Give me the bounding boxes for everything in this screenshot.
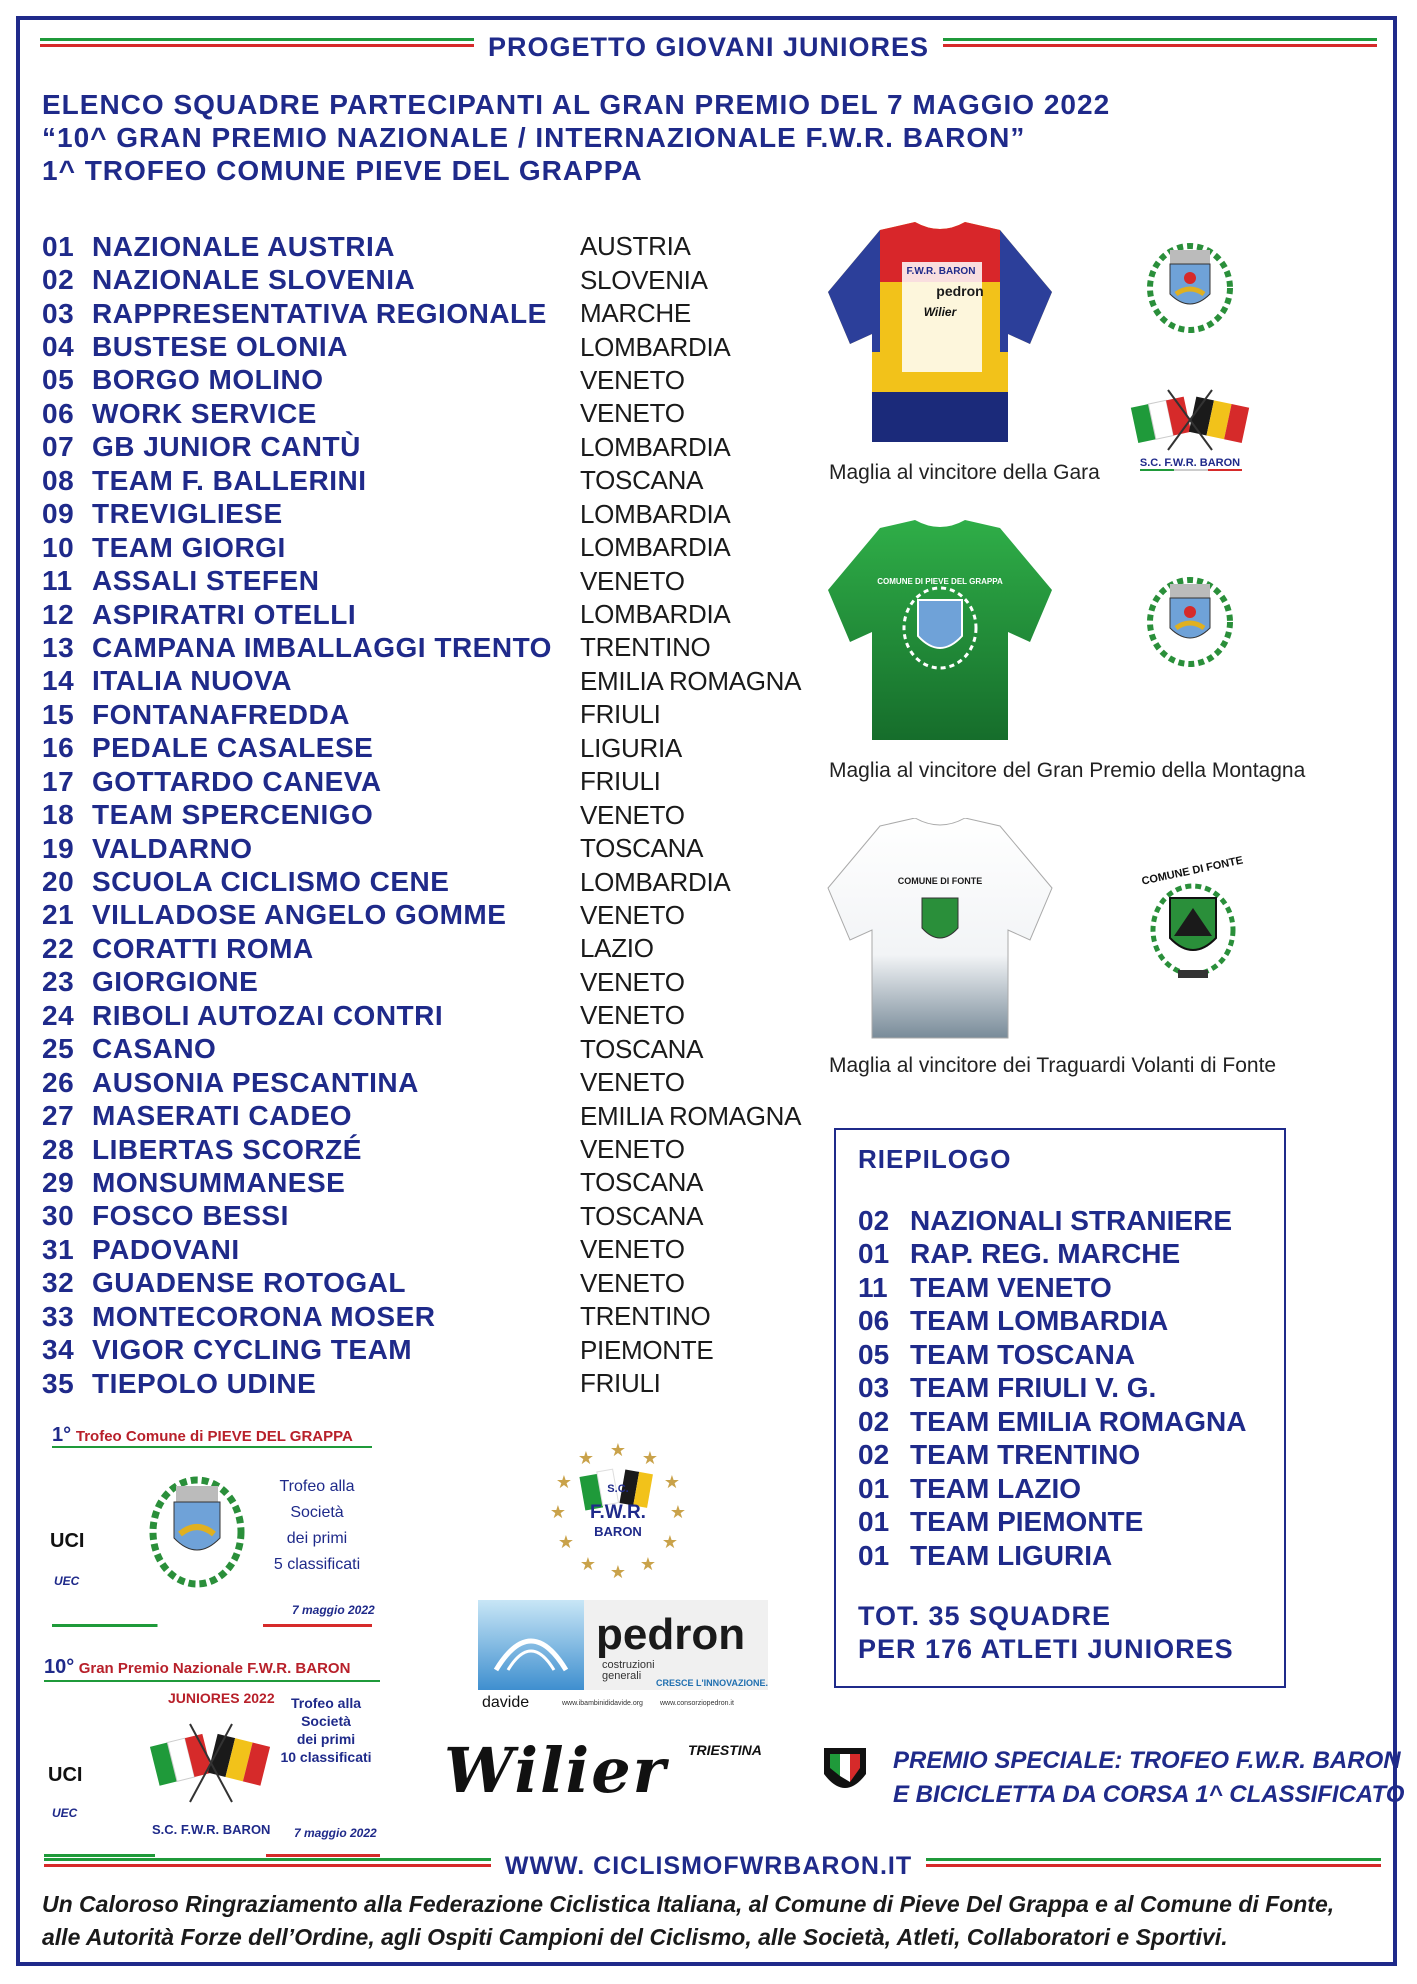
- team-row: [42, 1200, 801, 1233]
- wilier-logo: [444, 1734, 874, 1810]
- team-row: [42, 865, 801, 898]
- team-number: 22: [42, 932, 75, 964]
- team-row: [42, 999, 801, 1032]
- team-name: VIGOR CYCLING TEAM: [92, 1334, 413, 1366]
- team-region: VENETO: [580, 1134, 685, 1165]
- team-number: 08: [42, 464, 75, 496]
- team-number: 26: [42, 1066, 75, 1098]
- riepilogo-count: 01: [858, 1506, 890, 1538]
- team-name: SCUOLA CICLISMO CENE: [92, 866, 450, 898]
- team-region: FRIULI: [580, 766, 661, 797]
- website-url[interactable]: WWW. CICLISMOFWRBARON.IT: [0, 1852, 1417, 1881]
- team-number: 07: [42, 431, 75, 463]
- team-region: LAZIO: [580, 933, 654, 964]
- team-name: GUADENSE ROTOGAL: [92, 1267, 406, 1299]
- team-name: PEDALE CASALESE: [92, 732, 374, 764]
- riepilogo-row: [858, 1472, 1247, 1506]
- team-list: [42, 230, 801, 1400]
- team-row: [42, 564, 801, 597]
- trofeo1-desc: Trofeo alla Società dei primi 5 classificati: [273, 1478, 361, 1573]
- team-row: [42, 665, 801, 698]
- team-number: 13: [42, 631, 75, 663]
- riepilogo-count: 01: [858, 1472, 890, 1504]
- riepilogo-list: [858, 1204, 1247, 1573]
- team-region: TRENTINO: [580, 632, 711, 663]
- team-number: 30: [42, 1200, 75, 1232]
- riepilogo-label: RAP. REG. MARCHE: [910, 1238, 1181, 1270]
- team-name: MONTECORONA MOSER: [92, 1300, 436, 1332]
- riepilogo-row: [858, 1372, 1247, 1406]
- svg-text:★: ★: [555, 1472, 573, 1493]
- riepilogo-label: TEAM PIEMONTE: [910, 1506, 1144, 1538]
- team-row: [42, 1166, 801, 1199]
- premio-line-2: E BICICLETTA DA CORSA 1^ CLASSIFICATO: [893, 1781, 1405, 1808]
- team-region: VENETO: [580, 1067, 685, 1098]
- riepilogo-count: 01: [858, 1238, 890, 1270]
- team-row: [42, 698, 801, 731]
- team-number: 28: [42, 1133, 75, 1165]
- team-region: LOMBARDIA: [580, 331, 731, 362]
- team-row: [42, 798, 801, 831]
- riepilogo-count: 02: [858, 1204, 890, 1236]
- svg-text:★: ★: [663, 1472, 681, 1493]
- team-region: VENETO: [580, 1234, 685, 1265]
- club-flags-logo: [1128, 380, 1252, 472]
- team-number: 15: [42, 698, 75, 730]
- team-row: [42, 1066, 801, 1099]
- team-number: 02: [42, 264, 75, 296]
- team-name: TEAM F. BALLERINI: [92, 464, 367, 496]
- jersey-traguardi-image: [820, 818, 1060, 1046]
- trofeo2-sub: JUNIORES 2022: [168, 1690, 275, 1706]
- team-row: [42, 1133, 801, 1166]
- team-name: NAZIONALE SLOVENIA: [92, 264, 416, 296]
- team-region: TOSCANA: [580, 1167, 704, 1198]
- jersey-gara-text-3: Wilier: [923, 305, 957, 319]
- team-number: 21: [42, 899, 75, 931]
- svg-text:★: ★: [557, 1532, 575, 1553]
- trofeo1-crest: [142, 1454, 252, 1594]
- pedron-sponsor: [478, 1600, 768, 1718]
- team-region: FRIULI: [580, 1368, 661, 1399]
- team-name: TREVIGLIESE: [92, 498, 283, 530]
- team-number: 29: [42, 1166, 75, 1198]
- team-name: MONSUMMANESE: [92, 1166, 346, 1198]
- team-number: 09: [42, 498, 75, 530]
- svg-text:★: ★: [639, 1554, 657, 1575]
- team-row: [42, 765, 801, 798]
- fonte-crest: [1138, 852, 1248, 988]
- trofeo1-title-text: Trofeo Comune di PIEVE DEL GRAPPA: [75, 1428, 353, 1445]
- team-region: FRIULI: [580, 699, 661, 730]
- event-heading: [42, 88, 1110, 187]
- riepilogo-total: [858, 1600, 1234, 1666]
- team-name: TIEPOLO UDINE: [92, 1367, 317, 1399]
- star-logo-line1: S.C.: [607, 1483, 629, 1495]
- heading-line-2: “10^ GRAN PREMIO NAZIONALE / INTERNAZIONALE F.W.R. BARON”: [42, 122, 1026, 153]
- jersey-gara-text-1: F.W.R. BARON: [906, 266, 976, 277]
- team-row: [42, 364, 801, 397]
- jersey-montagna-caption: Maglia al vincitore del Gran Premio della Montagna: [829, 759, 1306, 782]
- team-name: CASANO: [92, 1033, 217, 1065]
- team-name: CORATTI ROMA: [92, 932, 314, 964]
- heading-line-1: ELENCO SQUADRE PARTECIPANTI AL GRAN PREMIO DEL 7 MAGGIO 2022: [42, 89, 1111, 120]
- team-region: VENETO: [580, 966, 685, 997]
- team-name: GB JUNIOR CANTÙ: [92, 431, 361, 463]
- jersey-gara-caption: Maglia al vincitore della Gara: [829, 461, 1100, 484]
- riepilogo-count: 06: [858, 1305, 890, 1337]
- team-region: VENETO: [580, 899, 685, 930]
- team-region: SLOVENIA: [580, 264, 708, 295]
- riepilogo-label: NAZIONALI STRANIERE: [910, 1204, 1232, 1236]
- team-region: LOMBARDIA: [580, 532, 731, 563]
- team-row: [42, 832, 801, 865]
- pieve-crest-1: [1140, 222, 1240, 342]
- premio-line-1: PREMIO SPECIALE: TROFEO F.W.R. BARON: [893, 1747, 1401, 1774]
- team-number: 33: [42, 1300, 75, 1332]
- team-region: VENETO: [580, 799, 685, 830]
- team-row: [42, 899, 801, 932]
- riepilogo-count: 02: [858, 1405, 890, 1437]
- team-region: TRENTINO: [580, 1301, 711, 1332]
- riepilogo-row: [858, 1506, 1247, 1540]
- wilier-tag: TRIESTINA: [688, 1742, 762, 1758]
- trofeo1-card: [42, 1420, 382, 1630]
- davide-url: www.ibambinididavide.org: [562, 1700, 643, 1707]
- team-number: 01: [42, 230, 75, 262]
- trofeo2-card: [42, 1656, 382, 1868]
- riepilogo-label: TEAM VENETO: [910, 1271, 1112, 1303]
- team-region: TOSCANA: [580, 833, 704, 864]
- pedron-url: www.consorziopedron.it: [660, 1700, 734, 1707]
- riepilogo-box: [834, 1128, 1286, 1688]
- riepilogo-count: 03: [858, 1372, 890, 1404]
- pedron-dome-icon: [490, 1622, 572, 1674]
- jersey-gara-text-2: pedron: [936, 283, 984, 299]
- riepilogo-count: 02: [858, 1439, 890, 1471]
- trofeo1-title: [52, 1424, 353, 1447]
- team-region: EMILIA ROMAGNA: [580, 1100, 802, 1131]
- trofeo1-uec: UEC: [54, 1574, 80, 1588]
- team-region: TOSCANA: [580, 1200, 704, 1231]
- riepilogo-label: TEAM LAZIO: [910, 1472, 1082, 1504]
- team-row: [42, 1367, 801, 1400]
- trofeo2-title: [44, 1656, 350, 1679]
- riepilogo-label: TEAM LOMBARDIA: [910, 1305, 1169, 1337]
- pedron-tag: CRESCE L'INNOVAZIONE.: [656, 1678, 768, 1688]
- team-name: MASERATI CADEO: [92, 1100, 353, 1132]
- riepilogo-row: [858, 1338, 1247, 1372]
- jersey-traguardi-text: COMUNE DI FONTE: [897, 876, 983, 886]
- trofeo2-uci: UCI: [48, 1764, 83, 1786]
- team-name: RIBOLI AUTOZAI CONTRI: [92, 999, 444, 1031]
- star-logo-line3: BARON: [594, 1524, 642, 1539]
- heading-line-3: 1^ TROFEO COMUNE PIEVE DEL GRAPPA: [42, 155, 643, 186]
- svg-text:★: ★: [609, 1562, 627, 1580]
- program-title: PROGETTO GIOVANI JUNIORES: [0, 32, 1417, 63]
- davide-logo: davide: [482, 1694, 530, 1711]
- thanks-line-1: Un Caloroso Ringraziamento alla Federazione Ciclistica Italiana, al Comune di Pieve Del Grappa e al Comune di Fonte,: [42, 1891, 1335, 1917]
- team-row: [42, 297, 801, 330]
- team-number: 16: [42, 732, 75, 764]
- team-name: FONTANAFREDDA: [92, 698, 350, 730]
- team-number: 23: [42, 966, 75, 998]
- team-region: TOSCANA: [580, 1033, 704, 1064]
- riepilogo-label: TEAM TOSCANA: [910, 1338, 1136, 1370]
- team-name: AUSONIA PESCANTINA: [92, 1066, 419, 1098]
- team-row: [42, 531, 801, 564]
- team-number: 06: [42, 397, 75, 429]
- team-number: 32: [42, 1267, 75, 1299]
- team-name: ITALIA NUOVA: [92, 665, 292, 697]
- pedron-sub: costruzioni generali: [602, 1659, 655, 1682]
- team-name: TEAM GIORGI: [92, 531, 286, 563]
- trofeo2-club: S.C. F.W.R. BARON: [152, 1822, 271, 1837]
- team-region: LIGURIA: [580, 732, 682, 763]
- trofeo2-date: 7 maggio 2022: [294, 1826, 377, 1840]
- svg-text:★: ★: [579, 1554, 597, 1575]
- team-region: LOMBARDIA: [580, 599, 731, 630]
- riepilogo-total-2: PER 176 ATLETI JUNIORES: [858, 1634, 1234, 1664]
- riepilogo-label: TEAM FRIULI V. G.: [910, 1372, 1157, 1404]
- riepilogo-row: [858, 1539, 1247, 1573]
- svg-text:★: ★: [641, 1448, 659, 1469]
- team-name: TEAM SPERCENIGO: [92, 799, 374, 831]
- team-number: 24: [42, 999, 75, 1031]
- svg-text:★: ★: [577, 1448, 595, 1469]
- team-region: VENETO: [580, 1267, 685, 1298]
- trofeo2-title-text: Gran Premio Nazionale F.W.R. BARON: [78, 1660, 351, 1677]
- team-row: [42, 1233, 801, 1266]
- team-row: [42, 330, 801, 363]
- team-row: [42, 732, 801, 765]
- team-name: WORK SERVICE: [92, 397, 317, 429]
- team-number: 05: [42, 364, 75, 396]
- svg-text:★: ★: [549, 1502, 567, 1523]
- team-region: VENETO: [580, 364, 685, 395]
- team-name: LIBERTAS SCORZÉ: [92, 1133, 362, 1165]
- jersey-gara-image: [820, 222, 1060, 450]
- team-name: VILLADOSE ANGELO GOMME: [92, 899, 507, 931]
- team-row: [42, 1300, 801, 1333]
- svg-text:★: ★: [669, 1502, 687, 1523]
- team-row: [42, 932, 801, 965]
- team-number: 11: [42, 565, 73, 597]
- riepilogo-count: 05: [858, 1338, 890, 1370]
- team-region: VENETO: [580, 1000, 685, 1031]
- team-region: PIEMONTE: [580, 1334, 714, 1365]
- team-name: RAPPRESENTATIVA REGIONALE: [92, 297, 547, 329]
- team-name: NAZIONALE AUSTRIA: [92, 230, 396, 262]
- team-name: BUSTESE OLONIA: [92, 331, 348, 363]
- team-name: VALDARNO: [92, 832, 253, 864]
- team-number: 34: [42, 1334, 75, 1366]
- club-logo-label: S.C. F.W.R. BARON: [1139, 457, 1241, 469]
- wilier-shield-icon: [820, 1744, 870, 1802]
- team-number: 19: [42, 832, 75, 864]
- premio-speciale: [893, 1744, 1404, 1812]
- team-region: LOMBARDIA: [580, 498, 731, 529]
- riepilogo-title: RIEPILOGO: [858, 1144, 1012, 1174]
- trofeo1-uci: UCI: [50, 1530, 85, 1552]
- riepilogo-row: [858, 1238, 1247, 1272]
- team-number: 35: [42, 1367, 75, 1399]
- trofeo1-date: 7 maggio 2022: [292, 1603, 375, 1617]
- riepilogo-label: TEAM LIGURIA: [910, 1539, 1113, 1571]
- svg-text:★: ★: [661, 1532, 679, 1553]
- team-region: LOMBARDIA: [580, 866, 731, 897]
- team-name: CAMPANA IMBALLAGGI TRENTO: [92, 631, 552, 663]
- fonte-crest-label: COMUNE DI FONTE: [1140, 854, 1245, 888]
- team-number: 25: [42, 1033, 75, 1065]
- team-row: [42, 397, 801, 430]
- team-name: FOSCO BESSI: [92, 1200, 289, 1232]
- fwr-baron-star-logo: [548, 1440, 688, 1580]
- star-logo-line2: F.W.R.: [590, 1502, 646, 1523]
- team-region: TOSCANA: [580, 465, 704, 496]
- team-number: 17: [42, 765, 75, 797]
- pedron-name: pedron: [596, 1610, 746, 1659]
- thanks-text: [42, 1888, 1334, 1954]
- team-number: 31: [42, 1233, 75, 1265]
- pieve-crest-2: [1140, 556, 1240, 676]
- team-number: 04: [42, 331, 75, 363]
- team-number: 14: [42, 665, 75, 697]
- team-row: [42, 1033, 801, 1066]
- wilier-name: Wilier: [444, 1734, 668, 1807]
- team-row: [42, 631, 801, 664]
- jersey-montagna-text: COMUNE DI PIEVE DEL GRAPPA: [877, 577, 1003, 586]
- svg-text:★: ★: [609, 1440, 627, 1461]
- team-row: [42, 263, 801, 296]
- thanks-line-2: alle Autorità Forze dell’Ordine, agli Ospiti Campioni del Ciclismo, alle Società, Atleti, Collaboratori e Sportivi.: [42, 1924, 1228, 1950]
- team-number: 03: [42, 297, 75, 329]
- team-region: MARCHE: [580, 298, 691, 329]
- team-row: [42, 1333, 801, 1366]
- riepilogo-total-1: TOT. 35 SQUADRE: [858, 1601, 1112, 1631]
- jersey-montagna-image: [820, 520, 1060, 748]
- riepilogo-count: 11: [858, 1271, 888, 1303]
- team-name: ASSALI STEFEN: [92, 565, 320, 597]
- team-row: [42, 498, 801, 531]
- riepilogo-row: [858, 1305, 1247, 1339]
- riepilogo-count: 01: [858, 1539, 890, 1571]
- team-row: [42, 1099, 801, 1132]
- team-name: GOTTARDO CANEVA: [92, 765, 382, 797]
- team-name: BORGO MOLINO: [92, 364, 324, 396]
- team-region: VENETO: [580, 565, 685, 596]
- riepilogo-row: [858, 1204, 1247, 1238]
- team-row: [42, 431, 801, 464]
- trofeo2-desc: Trofeo alla Società dei primi 10 classificati: [280, 1695, 372, 1765]
- riepilogo-row: [858, 1405, 1247, 1439]
- team-name: ASPIRATRI OTELLI: [92, 598, 357, 630]
- riepilogo-row: [858, 1439, 1247, 1473]
- team-number: 12: [42, 598, 75, 630]
- riepilogo-label: TEAM EMILIA ROMAGNA: [910, 1405, 1247, 1437]
- team-number: 18: [42, 799, 75, 831]
- team-row: [42, 598, 801, 631]
- riepilogo-label: TEAM TRENTINO: [910, 1439, 1141, 1471]
- team-name: GIORGIONE: [92, 966, 259, 998]
- jersey-traguardi-caption: Maglia al vincitore dei Traguardi Volanti di Fonte: [829, 1054, 1277, 1077]
- team-name: PADOVANI: [92, 1233, 240, 1265]
- trofeo2-uec: UEC: [52, 1806, 78, 1820]
- team-region: EMILIA ROMAGNA: [580, 665, 802, 696]
- team-row: [42, 1267, 801, 1300]
- team-number: 20: [42, 866, 75, 898]
- team-region: LOMBARDIA: [580, 431, 731, 462]
- team-row: [42, 464, 801, 497]
- trofeo2-flags: [146, 1714, 274, 1814]
- trofeo2-title-num: 10°: [44, 1656, 75, 1678]
- trofeo1-title-num: 1°: [52, 1424, 72, 1446]
- team-region: VENETO: [580, 398, 685, 429]
- team-number: 27: [42, 1100, 75, 1132]
- team-row: [42, 230, 801, 263]
- riepilogo-row: [858, 1271, 1247, 1305]
- team-region: AUSTRIA: [580, 231, 691, 262]
- team-number: 10: [42, 531, 75, 563]
- team-row: [42, 966, 801, 999]
